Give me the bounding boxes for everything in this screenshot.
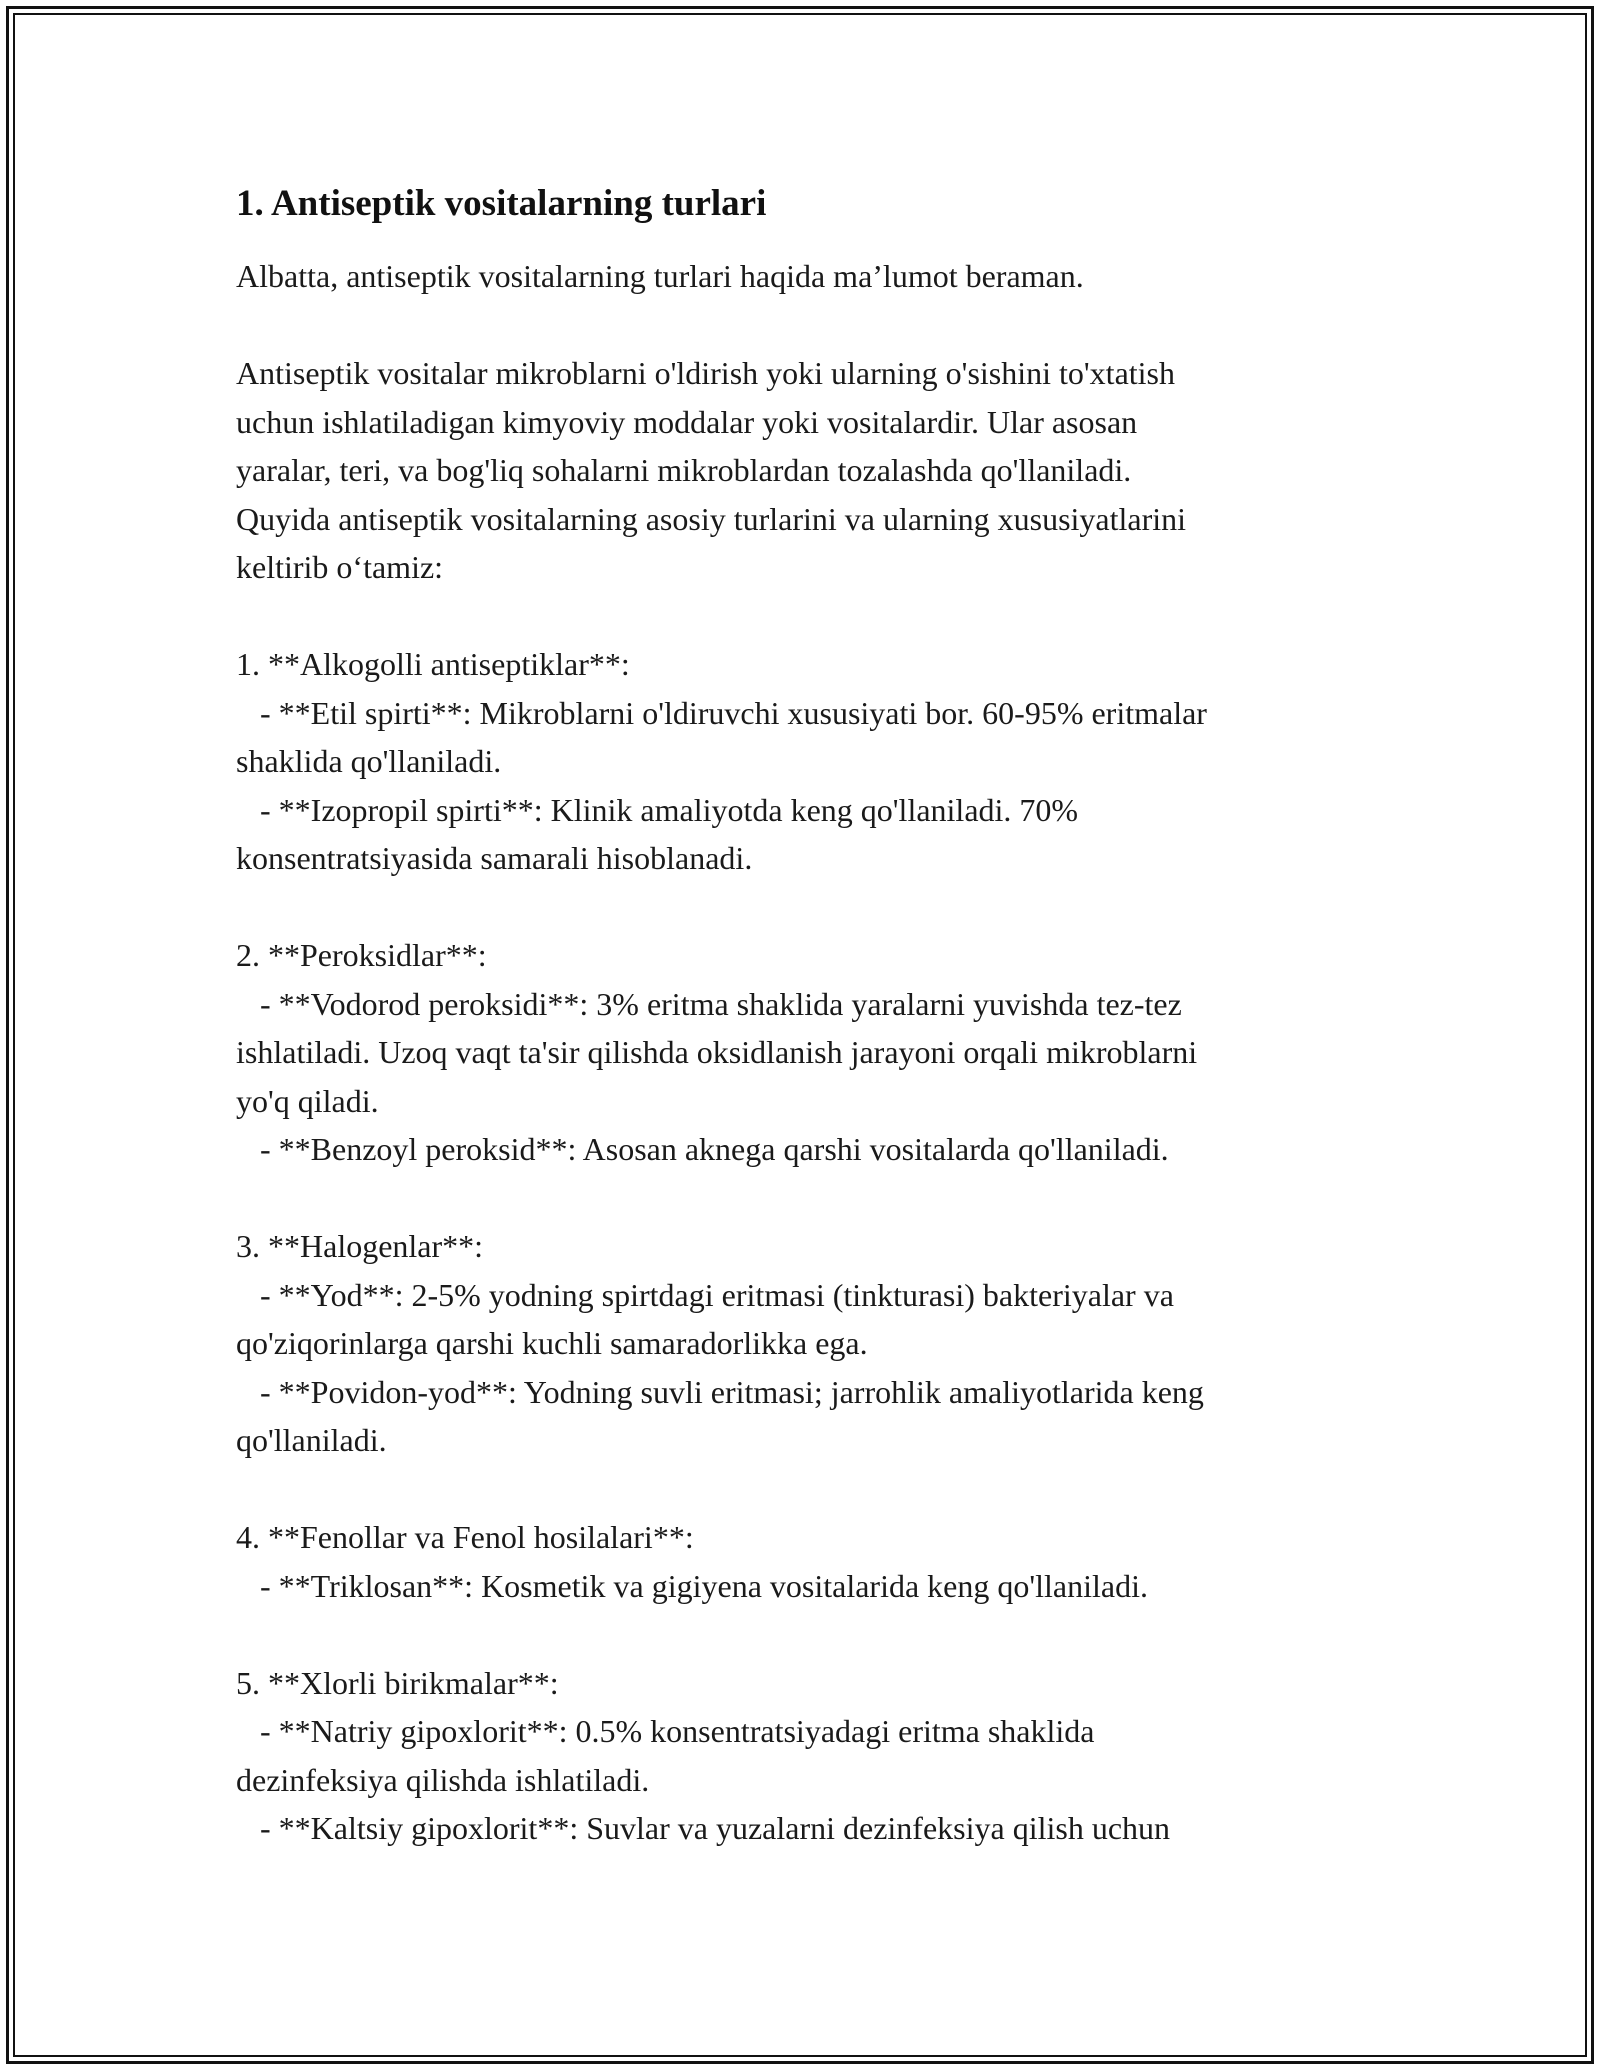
text-line: Antiseptik vositalar mikroblarni o'ldirish yoki ularning o'sishini to'xtatish <box>236 355 1175 391</box>
text-line: keltirib o‘tamiz: <box>236 549 444 585</box>
text-line: - **Etil spirti**: Mikroblarni o'ldiruvchi xususiyati bor. 60-95% eritmalar <box>236 694 1207 731</box>
text-line: - **Vodorod peroksidi**: 3% eritma shaklida yaralarni yuvishda tez-tez <box>236 985 1182 1022</box>
text-line: yo'q qiladi. <box>236 1082 379 1119</box>
text-line: uchun ishlatiladigan kimyoviy moddalar yoki vositalardir. Ular asosan <box>236 403 1138 440</box>
blank-line <box>236 592 1386 641</box>
text-line: - **Yod**: 2-5% yodning spirtdagi eritmasi (tinkturasi) bakteriyalar va <box>236 1276 1174 1313</box>
text-line: yaralar, teri, va bog'liq sohalarni mikroblardan tozalashda qo'llaniladi. <box>236 452 1132 488</box>
text-line: ishlatiladi. Uzoq vaqt ta'sir qilishda oksidlanish jarayoni orqali mikroblarni <box>236 1034 1198 1070</box>
document-body <box>236 180 1386 1853</box>
text-line: Albatta, antiseptik vositalarning turlari haqida ma’lumot beraman. <box>236 258 1084 294</box>
document-text <box>236 252 1386 1853</box>
text-line: 4. **Fenollar va Fenol hosilalari**: <box>236 1519 694 1555</box>
blank-line <box>236 301 1386 350</box>
text-line: 5. **Xlorli birikmalar**: <box>236 1664 559 1701</box>
text-line: qo'llaniladi. <box>236 1422 387 1458</box>
text-line: - **Izopropil spirti**: Klinik amaliyotda keng qo'llaniladi. 70% <box>236 791 1079 828</box>
text-line: 1. **Alkogolli antiseptiklar**: <box>236 646 630 682</box>
text-line: - **Kaltsiy gipoxlorit**: Suvlar va yuzalarni dezinfeksiya qilish uchun <box>236 1810 1171 1846</box>
text-line: qo'ziqorinlarga qarshi kuchli samaradorlikka ega. <box>236 1325 868 1361</box>
text-line: konsentratsiyasida samarali hisoblanadi. <box>236 840 753 876</box>
text-line: 2. **Peroksidlar**: <box>236 937 487 973</box>
blank-line <box>236 1465 1386 1514</box>
text-line: 3. **Halogenlar**: <box>236 1228 484 1264</box>
blank-line <box>236 1610 1386 1659</box>
text-line: dezinfeksiya qilishda ishlatiladi. <box>236 1761 650 1798</box>
document-heading: 1. Antiseptik vositalarning turlari <box>236 183 767 224</box>
text-line: - **Povidon-yod**: Yodning suvli eritmasi; jarrohlik amaliyotlarida keng <box>236 1373 1204 1410</box>
blank-line <box>236 883 1386 932</box>
text-line: - **Benzoyl peroksid**: Asosan aknega qarshi vositalarda qo'llaniladi. <box>236 1131 1169 1167</box>
text-line: Quyida antiseptik vositalarning asosiy turlarini va ularning xususiyatlarini <box>236 500 1187 537</box>
text-line: shaklida qo'llaniladi. <box>236 743 502 779</box>
blank-line <box>236 1174 1386 1223</box>
text-line: - **Natriy gipoxlorit**: 0.5% konsentratsiyadagi eritma shaklida <box>236 1713 1095 1749</box>
text-line: - **Triklosan**: Kosmetik va gigiyena vositalarida keng qo'llaniladi. <box>236 1567 1148 1604</box>
